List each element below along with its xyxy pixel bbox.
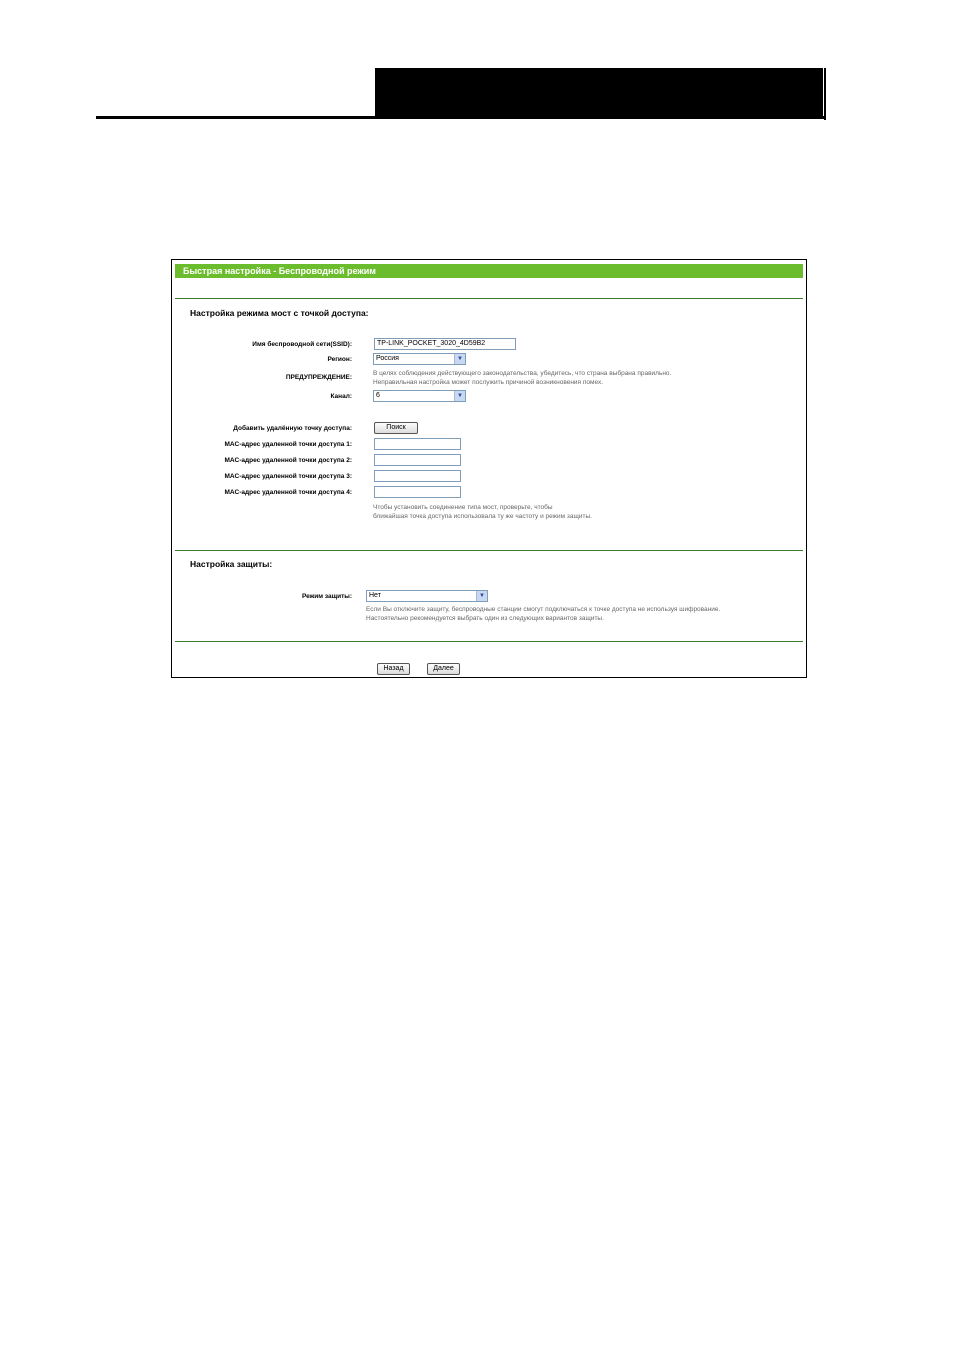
mac4-input[interactable] — [374, 486, 461, 498]
separator — [175, 641, 803, 642]
ssid-label: Имя беспроводной сети(SSID): — [252, 341, 352, 348]
bridge-hint-2: ближайшая точка доступа использовала ту же частоту и режим защиты. — [373, 513, 592, 520]
region-select[interactable] — [373, 353, 466, 365]
mac1-label: MAC-адрес удаленной точки доступа 1: — [224, 441, 352, 448]
panel-title: Быстрая настройка - Беспроводной режим — [175, 264, 803, 278]
ssid-input[interactable]: TP-LINK_POCKET_3020_4D59B2 — [374, 338, 516, 350]
separator — [175, 550, 803, 551]
chevron-down-icon: ▼ — [454, 354, 465, 364]
mac3-label: MAC-адрес удаленной точки доступа 3: — [224, 473, 352, 480]
mac1-input[interactable] — [374, 438, 461, 450]
warning-text-2: Неправильная настройка может послужить причиной возникновения помех. — [373, 379, 604, 386]
quick-setup-panel — [171, 259, 807, 678]
header-rule — [96, 116, 826, 119]
security-section-title: Настройка защиты: — [190, 559, 273, 569]
channel-select[interactable] — [373, 390, 466, 402]
bridge-section-title: Настройка режима мост с точкой доступа: — [190, 308, 369, 318]
bridge-hint-1: Чтобы установить соединение типа мост, проверьте, чтобы — [373, 504, 553, 511]
header-vertical-rule — [824, 68, 826, 120]
mac2-input[interactable] — [374, 454, 461, 466]
chevron-down-icon: ▼ — [476, 591, 487, 601]
security-mode-label: Режим защиты: — [301, 593, 352, 600]
header-title-block — [375, 68, 823, 118]
mac2-label: MAC-адрес удаленной точки доступа 2: — [224, 457, 352, 464]
search-button[interactable]: Поиск — [374, 422, 418, 434]
channel-label: Канал: — [330, 393, 352, 400]
security-hint-2: Настоятельно рекомендуется выбрать один из следующих вариантов защиты. — [366, 615, 604, 622]
add-ap-label: Добавить удалённую точку доступа: — [233, 425, 352, 432]
next-button[interactable]: Далее — [427, 663, 460, 675]
mac4-label: MAC-адрес удаленной точки доступа 4: — [224, 489, 352, 496]
warning-label: ПРЕДУПРЕЖДЕНИЕ: — [285, 374, 352, 381]
security-mode-selected-value: Нет — [369, 592, 381, 599]
warning-text-1: В целях соблюдения действующего законодательства, убедитесь, что страна выбрана правильно. — [373, 370, 672, 377]
region-selected-value: Россия — [376, 355, 399, 362]
region-label: Регион: — [327, 356, 352, 363]
separator — [175, 298, 803, 299]
security-hint-1: Если Вы отключите защиту, беспроводные станции смогут подключаться к точке доступа не используя шифрование. — [366, 606, 721, 613]
mac3-input[interactable] — [374, 470, 461, 482]
chevron-down-icon: ▼ — [454, 391, 465, 401]
back-button[interactable]: Назад — [377, 663, 410, 675]
channel-selected-value: 6 — [376, 392, 380, 399]
security-mode-select[interactable] — [366, 590, 488, 602]
